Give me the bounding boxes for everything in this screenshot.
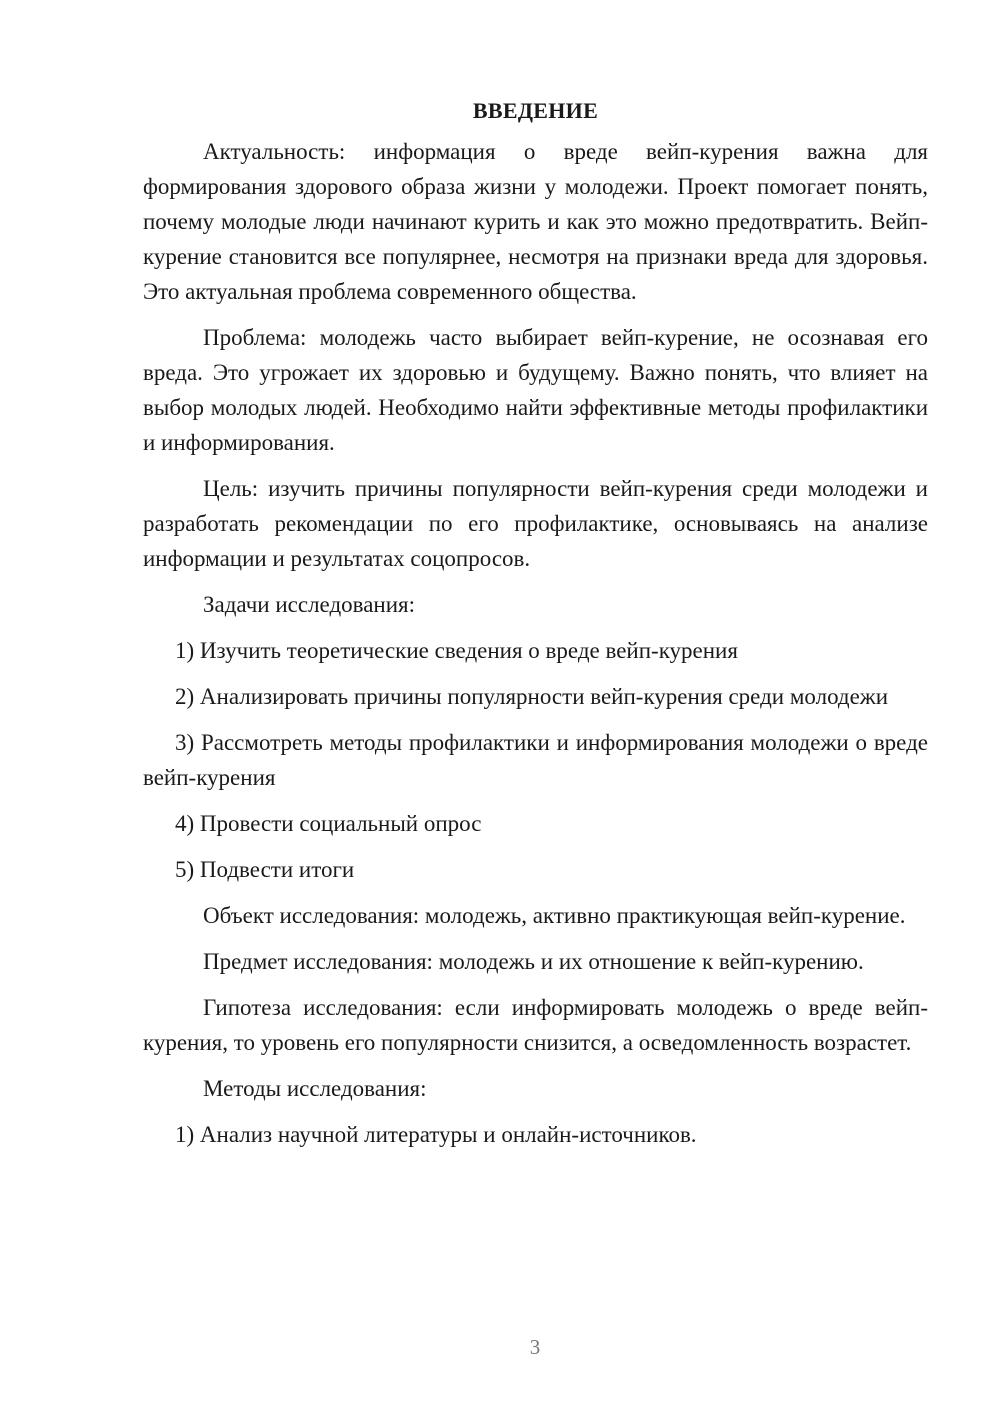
tasks-title: Задачи исследования: bbox=[203, 592, 416, 617]
method-item: 1) Анализ научной литературы и онлайн-источников. bbox=[175, 1122, 697, 1147]
object-paragraph: Объект исследования: молодежь, активно практикующая вейп-курение. bbox=[203, 903, 906, 928]
task-item: 2) Анализировать причины популярности вейп-курения среди молодежи bbox=[175, 684, 889, 709]
subject-paragraph: Предмет исследования: молодежь и их отношение к вейп-курению. bbox=[203, 949, 864, 974]
page-number: 3 bbox=[529, 1335, 541, 1359]
task-item: 5) Подвести итоги bbox=[175, 857, 355, 882]
task-item: 3) Рассмотреть методы профилактики и информирования молодежи о вреде вейп-курения bbox=[143, 730, 928, 790]
problem-paragraph: Проблема: молодежь часто выбирает вейп-курение, не осознавая его вреда. Это угрожает их здоровью и будущему. Важно понять, что влияет на выбор молодых людей. Необходимо найти эффективные методы профилактики и информирования. bbox=[143, 325, 928, 455]
goal-paragraph: Цель: изучить причины популярности вейп-курения среди молодежи и разработать рекомендации по его профилактике, основываясь на анализе информации и результатах соцопросов. bbox=[143, 476, 928, 571]
task-item: 4) Провести социальный опрос bbox=[175, 811, 482, 836]
relevance-paragraph: Актуальность: информация о вреде вейп-курения важна для формирования здорового образа жизни у молодежи. Проект помогает понять, почему молодые люди начинают курить и как это можно предотвратить. Вейп-курение становится все популярнее, несмотря на признаки вреда для здоровья. Это актуальная проблема современного общества. bbox=[143, 139, 928, 304]
page-content bbox=[143, 96, 928, 1163]
task-item: 1) Изучить теоретические сведения о вреде вейп-курения bbox=[175, 638, 738, 663]
hypothesis-paragraph: Гипотеза исследования: если информировать молодежь о вреде вейп-курения, то уровень его популярности снизится, а осведомленность возрастет. bbox=[143, 995, 928, 1055]
section-heading: ВВЕДЕНИЕ bbox=[472, 98, 599, 123]
methods-title: Методы исследования: bbox=[203, 1076, 427, 1101]
